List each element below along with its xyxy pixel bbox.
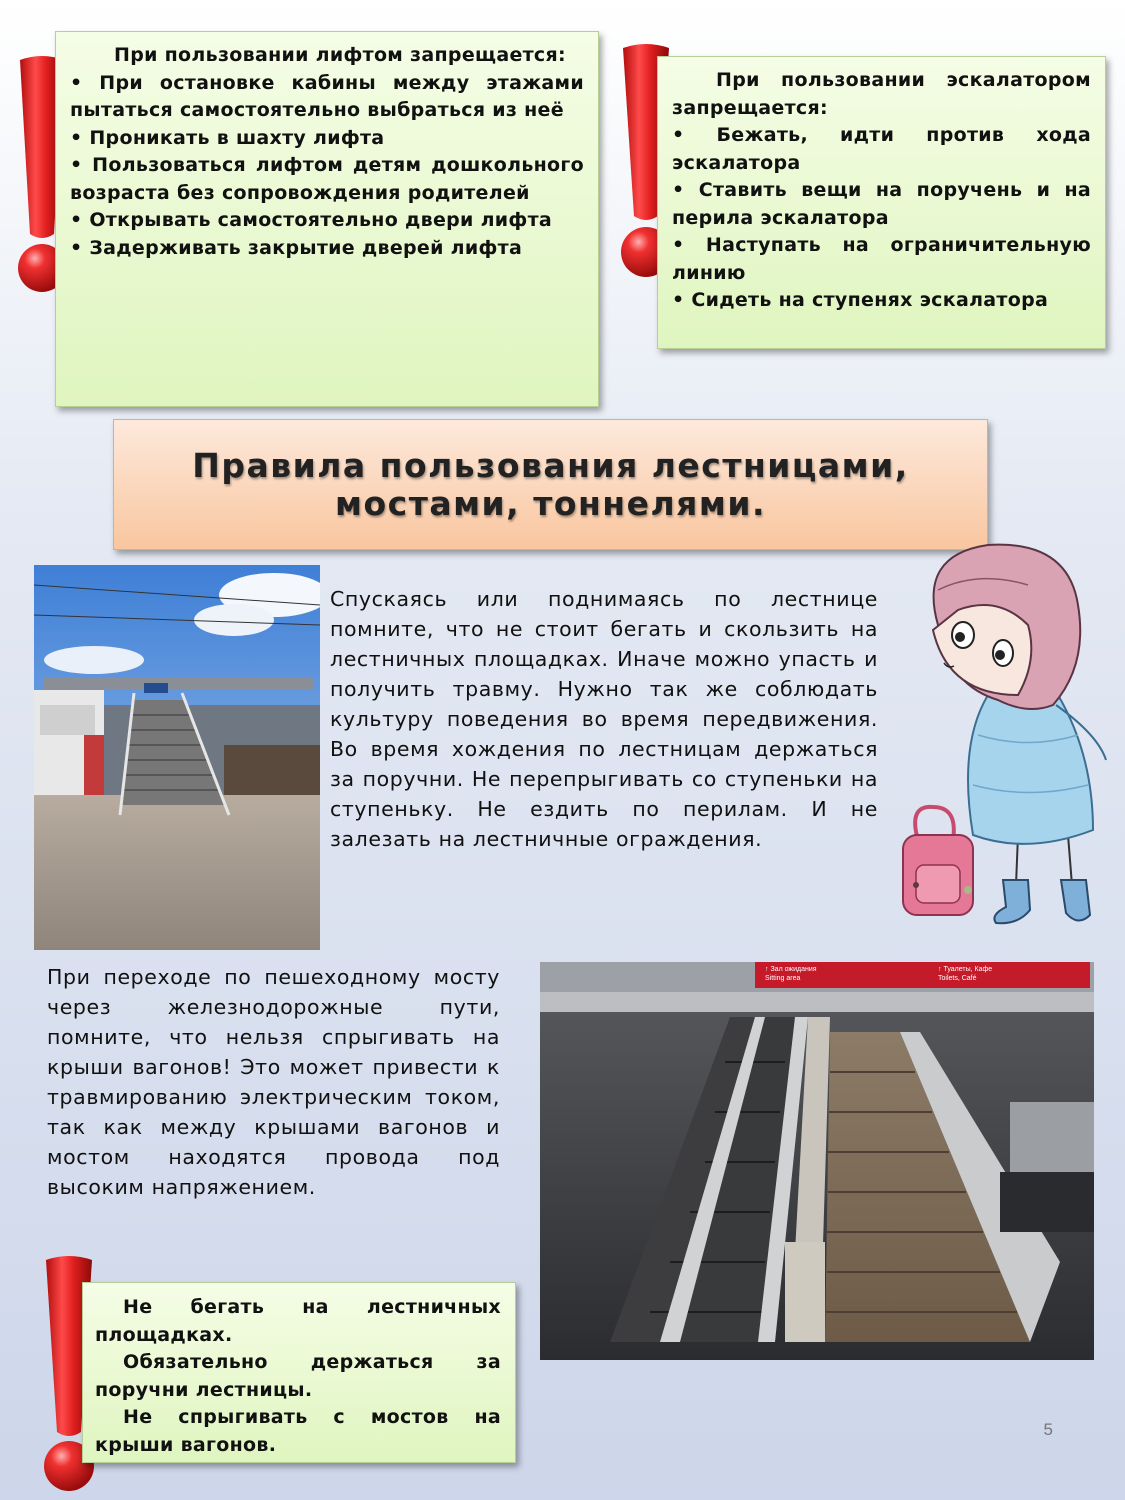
- elevator-rule-item: • Проникать в шахту лифта: [70, 126, 385, 149]
- elevator-rules-heading: При пользовании лифтом запрещается:: [114, 44, 566, 66]
- elevator-rule-item: • Открывать самостоятельно двери лифта: [70, 209, 553, 231]
- escalator-rule-item: • Наступать на ограничительную линию: [672, 234, 1091, 284]
- elevator-rule-item: • Задерживать закрытие дверей лифта: [70, 236, 523, 259]
- escalator-rules-heading: При пользовании эскалатором запрещается:: [672, 69, 1091, 119]
- elevator-rules-box: [55, 31, 599, 407]
- station-sign-right: ↑ Туалеты, Кафе Toilets, Café: [938, 966, 993, 982]
- bridge-rules-paragraph: [47, 962, 500, 1202]
- summary-rule-item: Не спрыгивать с мостов на крыши вагонов.: [95, 1406, 501, 1456]
- escalator-rule-item: • Бежать, идти против хода эскалатора: [672, 124, 1091, 174]
- summary-rule-item: Не бегать на лестничных площадках.: [95, 1296, 501, 1346]
- section-title-line1: Правила пользования лестницами,: [192, 445, 909, 485]
- elevator-rule-item: • При остановке кабины между этажами пытаться самостоятельно выбраться из неё: [70, 71, 584, 121]
- section-title-line2: мостами, тоннелями.: [334, 483, 766, 523]
- page-number: 5: [1043, 1420, 1053, 1439]
- bridge-rules-text: При переходе по пешеходному мосту через железнодорожные пути, помните, что нельзя спрыгивать на крыши вагонов! Это может привести к травмированию электрическим током, так как между крышами вагонов и мостом находятся провода под высоким напряжением.: [47, 965, 500, 1199]
- stairs-rules-paragraph: [330, 584, 878, 854]
- elevator-rule-item: • Пользоваться лифтом детям дошкольного возраста без сопровождения родителей: [70, 154, 584, 204]
- escalator-rule-item: • Ставить вещи на поручень и на перила эскалатора: [672, 179, 1091, 229]
- backpack-icon: [903, 807, 973, 915]
- section-title: [192, 447, 909, 523]
- summary-rule-item: Обязательно держаться за поручни лестницы.: [95, 1351, 501, 1401]
- station-sign-left: ↑ Зал ожидания Sitting area: [765, 966, 817, 982]
- girl-illustration: [878, 535, 1113, 945]
- bridge-stairs-photo: [34, 565, 320, 950]
- stairs-rules-text: Спускаясь или поднимаясь по лестнице помните, что не стоит бегать и скользить на лестничных площадках. Иначе можно упасть и получить травму. Нужно так же соблюдать культуру поведения во время передвижения. Во время хождения по лестницам держаться за поручни. Не перепрыгивать со ступеньки на ступеньку. Не ездить по перилам. И не залезать на лестничные ограждения.: [330, 587, 878, 851]
- station-escalator-photo: [540, 962, 1094, 1360]
- stairs-rules-summary-box: [82, 1282, 516, 1463]
- section-title-box: [113, 419, 988, 550]
- escalator-rules-box: [657, 56, 1106, 349]
- escalator-rule-item: • Сидеть на ступенях эскалатора: [672, 289, 1049, 311]
